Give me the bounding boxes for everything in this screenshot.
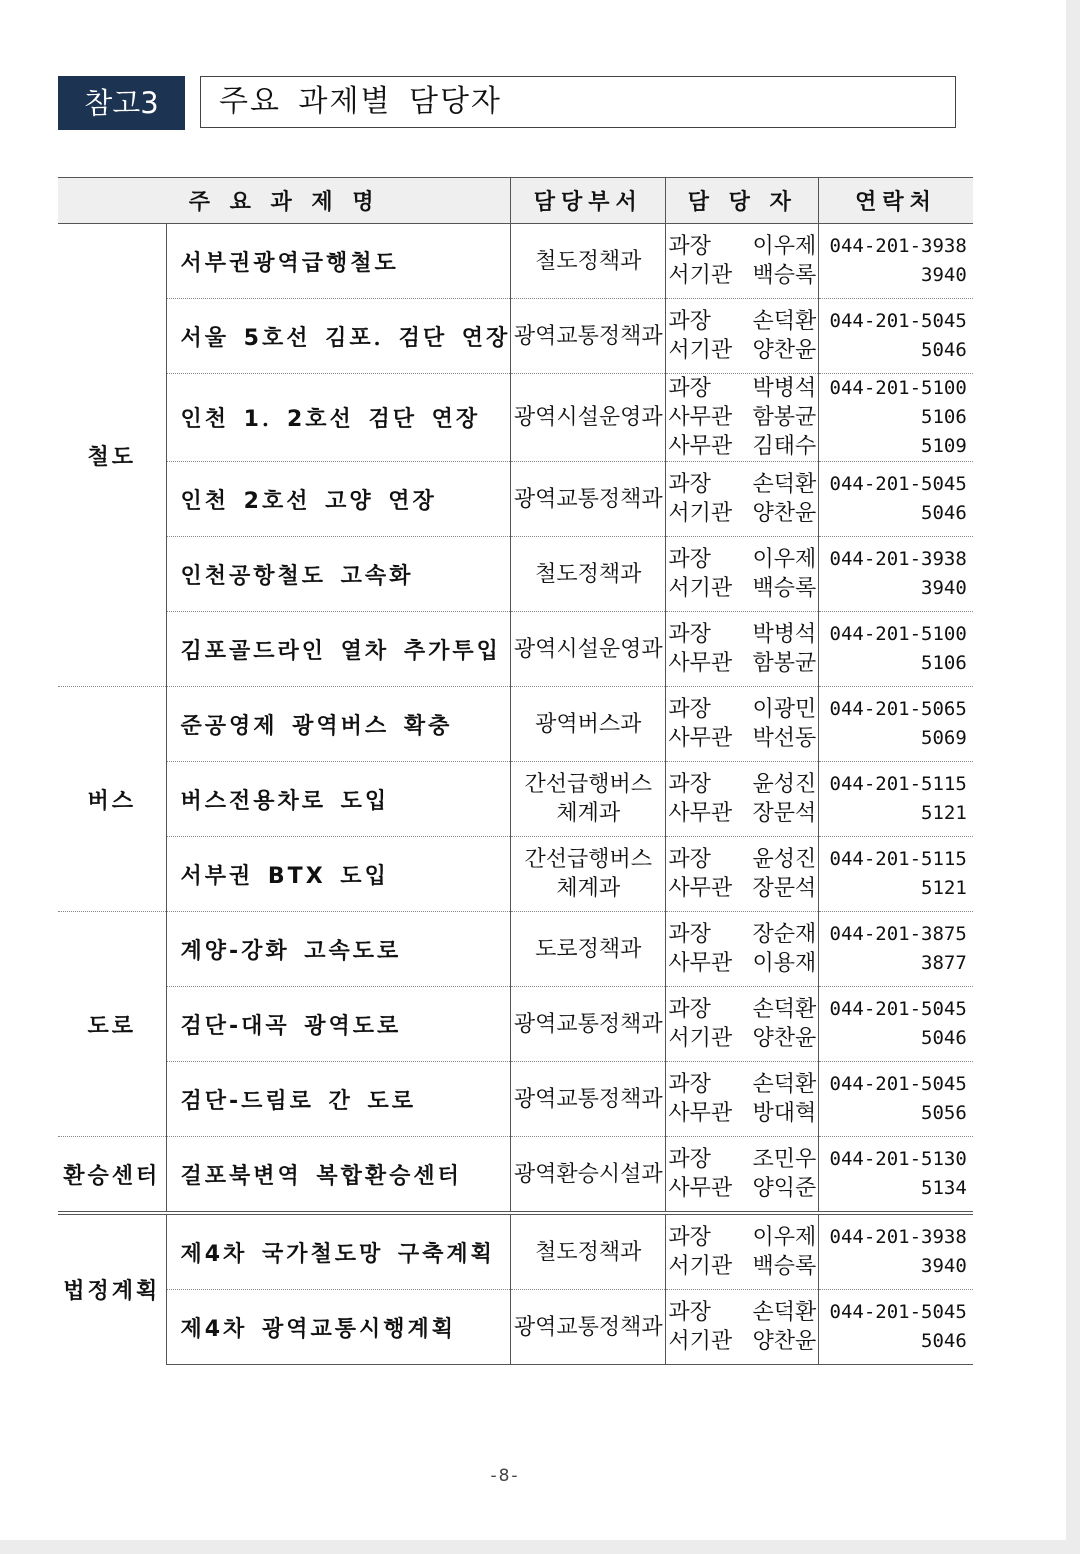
person-name: 양찬윤: [752, 501, 817, 526]
category-cell: 법정계획: [58, 1213, 166, 1365]
person-title: 사무관: [668, 801, 733, 826]
person-title: 과장: [668, 847, 711, 872]
table-row: [58, 224, 973, 299]
contact-cell: [819, 224, 973, 299]
phone-number: 044-201-3938: [829, 235, 967, 257]
table-header-row: [58, 178, 973, 224]
person-line: [668, 261, 816, 290]
column-header-dept: 담당부서: [511, 178, 666, 224]
person-name: 박선동: [752, 726, 817, 751]
person-title: 사무관: [668, 434, 733, 459]
phone-number: 044-201-5115: [829, 848, 967, 870]
table-row: [58, 987, 973, 1062]
table-row: [58, 537, 973, 612]
department-cell: 철도정책과: [511, 224, 666, 299]
phone-number: 5046: [921, 1330, 967, 1352]
person-name: 양찬윤: [752, 1026, 817, 1051]
person-name: 함봉균: [752, 405, 817, 430]
person-name: 이우제: [752, 547, 817, 572]
person-title: 서기관: [668, 576, 733, 601]
table-row: [58, 1062, 973, 1137]
department-cell: 광역교통정책과: [511, 1062, 666, 1137]
person-title: 사무관: [668, 405, 733, 430]
table-body: [58, 224, 973, 1365]
person-title: 과장: [668, 997, 711, 1022]
person-line: [668, 845, 816, 874]
phone-number: 044-201-5045: [829, 998, 967, 1020]
phone-number: 5106: [921, 406, 967, 428]
table-row: [58, 912, 973, 987]
person-title: 과장: [668, 1300, 711, 1325]
page-title: 주요 과제별 담당자: [200, 76, 956, 128]
table-row: [58, 762, 973, 837]
person-title: 과장: [668, 234, 711, 259]
phone-number: 3940: [921, 577, 967, 599]
person-line: [668, 336, 816, 365]
person-line: [668, 499, 816, 528]
table-row: [58, 837, 973, 912]
person-line: [668, 307, 816, 336]
person-title: 과장: [668, 697, 711, 722]
person-name: 박병석: [752, 376, 817, 401]
phone-number: 044-201-3938: [829, 1226, 967, 1248]
phone-number: 044-201-3875: [829, 923, 967, 945]
person-line: [668, 995, 816, 1024]
contact-cell: [819, 612, 973, 687]
department-cell: 광역시설운영과: [511, 612, 666, 687]
person-title: 과장: [668, 376, 711, 401]
phone-number: 5121: [921, 877, 967, 899]
department-cell: 광역교통정책과: [511, 1290, 666, 1365]
person-line: [668, 1145, 816, 1174]
task-name-cell: 서부권광역급행철도: [166, 224, 511, 299]
table-row: [58, 1290, 973, 1365]
contact-cell: [819, 374, 973, 462]
person-name: 박병석: [752, 622, 817, 647]
page-number: -8-: [490, 1466, 520, 1486]
person-cell: [666, 462, 819, 537]
task-name-cell: 걸포북변역 복합환승센터: [166, 1137, 511, 1214]
table-row: [58, 1213, 973, 1290]
task-name-cell: 제4차 국가철도망 구축계획: [166, 1213, 511, 1290]
person-cell: [666, 1290, 819, 1365]
contact-cell: [819, 1213, 973, 1290]
person-title: 서기관: [668, 1026, 733, 1051]
person-name: 이용재: [752, 951, 817, 976]
person-title: 과장: [668, 1147, 711, 1172]
person-line: [668, 649, 816, 678]
person-cell: [666, 687, 819, 762]
person-name: 손덕환: [752, 1072, 817, 1097]
department-cell: 철도정책과: [511, 1213, 666, 1290]
category-cell: 환승센터: [58, 1137, 166, 1214]
task-name-cell: 검단-드림로 간 도로: [166, 1062, 511, 1137]
phone-number: 5046: [921, 339, 967, 361]
contact-cell: [819, 762, 973, 837]
person-name: 손덕환: [752, 309, 817, 334]
person-line: [668, 374, 816, 403]
phone-number: 5056: [921, 1102, 967, 1124]
person-line: [668, 1174, 816, 1203]
phone-number: 044-201-5115: [829, 773, 967, 795]
task-name-cell: 버스전용차로 도입: [166, 762, 511, 837]
person-name: 이광민: [752, 697, 817, 722]
person-cell: [666, 1062, 819, 1137]
person-name: 조민우: [752, 1147, 817, 1172]
contact-cell: [819, 837, 973, 912]
contact-cell: [819, 537, 973, 612]
phone-number: 044-201-5100: [829, 623, 967, 645]
table-row: [58, 374, 973, 462]
phone-number: 044-201-5045: [829, 1073, 967, 1095]
phone-number: 5106: [921, 652, 967, 674]
contact-cell: [819, 912, 973, 987]
person-line: [668, 574, 816, 603]
person-title: 과장: [668, 472, 711, 497]
person-line: [668, 1099, 816, 1128]
contact-cell: [819, 462, 973, 537]
person-title: 과장: [668, 772, 711, 797]
phone-number: 044-201-5065: [829, 698, 967, 720]
table-row: [58, 612, 973, 687]
person-title: 과장: [668, 1225, 711, 1250]
responsibility-table: [58, 177, 973, 1365]
phone-number: 5046: [921, 1027, 967, 1049]
person-cell: [666, 1137, 819, 1214]
department-cell: 철도정책과: [511, 537, 666, 612]
person-name: 장문석: [752, 876, 817, 901]
person-name: 백승록: [752, 1254, 817, 1279]
person-name: 손덕환: [752, 997, 817, 1022]
contact-cell: [819, 687, 973, 762]
contact-cell: [819, 1062, 973, 1137]
person-title: 서기관: [668, 338, 733, 363]
department-cell: 광역환승시설과: [511, 1137, 666, 1214]
phone-number: 3940: [921, 264, 967, 286]
task-name-cell: 서부권 BTX 도입: [166, 837, 511, 912]
contact-cell: [819, 1290, 973, 1365]
table-row: [58, 462, 973, 537]
table-row: [58, 299, 973, 374]
person-name: 양익준: [752, 1176, 817, 1201]
person-title: 사무관: [668, 1176, 733, 1201]
person-line: [668, 470, 816, 499]
person-line: [668, 620, 816, 649]
person-line: [668, 1252, 816, 1281]
department-cell: 간선급행버스 체계과: [511, 762, 666, 837]
person-title: 사무관: [668, 951, 733, 976]
phone-number: 044-201-5045: [829, 310, 967, 332]
person-title: 사무관: [668, 651, 733, 676]
person-line: [668, 403, 816, 432]
contact-cell: [819, 987, 973, 1062]
task-name-cell: 준공영제 광역버스 확충: [166, 687, 511, 762]
reference-label: 참고3: [58, 76, 185, 130]
table-row: [58, 1137, 973, 1214]
person-line: [668, 695, 816, 724]
person-name: 함봉균: [752, 651, 817, 676]
department-cell: 도로정책과: [511, 912, 666, 987]
person-cell: [666, 612, 819, 687]
person-title: 사무관: [668, 876, 733, 901]
task-name-cell: 검단-대곡 광역도로: [166, 987, 511, 1062]
phone-number: 3940: [921, 1255, 967, 1277]
department-cell: 광역시설운영과: [511, 374, 666, 462]
person-title: 서기관: [668, 263, 733, 288]
person-title: 과장: [668, 309, 711, 334]
task-name-cell: 제4차 광역교통시행계획: [166, 1290, 511, 1365]
person-name: 방대혁: [752, 1101, 817, 1126]
person-line: [668, 1070, 816, 1099]
person-line: [668, 1298, 816, 1327]
person-title: 사무관: [668, 1101, 733, 1126]
person-name: 윤성진: [752, 772, 817, 797]
person-name: 손덕환: [752, 1300, 817, 1325]
person-name: 윤성진: [752, 847, 817, 872]
person-title: 과장: [668, 1072, 711, 1097]
person-cell: [666, 837, 819, 912]
person-title: 과장: [668, 922, 711, 947]
task-name-cell: 인천공항철도 고속화: [166, 537, 511, 612]
person-name: 김태수: [752, 434, 817, 459]
person-cell: [666, 987, 819, 1062]
column-header-person: 담 당 자: [666, 178, 819, 224]
category-cell: 철도: [58, 224, 166, 687]
person-line: [668, 920, 816, 949]
task-name-cell: 서울 5호선 김포．검단 연장: [166, 299, 511, 374]
person-line: [668, 232, 816, 261]
person-title: 과장: [668, 547, 711, 572]
person-cell: [666, 1213, 819, 1290]
category-cell: 도로: [58, 912, 166, 1137]
contact-cell: [819, 1137, 973, 1214]
person-name: 백승록: [752, 576, 817, 601]
person-title: 서기관: [668, 1329, 733, 1354]
person-cell: [666, 762, 819, 837]
person-cell: [666, 537, 819, 612]
phone-number: 044-201-5100: [829, 377, 967, 399]
person-name: 양찬윤: [752, 1329, 817, 1354]
person-line: [668, 1327, 816, 1356]
task-name-cell: 인천 1．2호선 검단 연장: [166, 374, 511, 462]
phone-number: 5134: [921, 1177, 967, 1199]
person-name: 장문석: [752, 801, 817, 826]
person-line: [668, 770, 816, 799]
phone-number: 5109: [921, 435, 967, 457]
person-title: 서기관: [668, 501, 733, 526]
person-title: 사무관: [668, 726, 733, 751]
person-name: 이우제: [752, 1225, 817, 1250]
phone-number: 5046: [921, 502, 967, 524]
person-title: 서기관: [668, 1254, 733, 1279]
person-name: 손덕환: [752, 472, 817, 497]
table-row: [58, 687, 973, 762]
column-header-contact: 연락처: [819, 178, 973, 224]
phone-number: 5069: [921, 727, 967, 749]
person-line: [668, 1223, 816, 1252]
person-name: 백승록: [752, 263, 817, 288]
person-cell: [666, 299, 819, 374]
phone-number: 3877: [921, 952, 967, 974]
phone-number: 044-201-3938: [829, 548, 967, 570]
person-cell: [666, 374, 819, 462]
person-line: [668, 724, 816, 753]
person-line: [668, 874, 816, 903]
department-cell: 간선급행버스 체계과: [511, 837, 666, 912]
person-line: [668, 799, 816, 828]
phone-number: 044-201-5045: [829, 473, 967, 495]
person-line: [668, 545, 816, 574]
department-cell: 광역교통정책과: [511, 987, 666, 1062]
phone-number: 044-201-5045: [829, 1301, 967, 1323]
person-line: [668, 432, 816, 461]
category-cell: 버스: [58, 687, 166, 912]
person-line: [668, 1024, 816, 1053]
department-cell: 광역교통정책과: [511, 462, 666, 537]
person-line: [668, 949, 816, 978]
person-name: 장순재: [752, 922, 817, 947]
phone-number: 5121: [921, 802, 967, 824]
person-name: 이우제: [752, 234, 817, 259]
column-header-task: 주 요 과 제 명: [58, 178, 511, 224]
department-cell: 광역교통정책과: [511, 299, 666, 374]
department-cell: 광역버스과: [511, 687, 666, 762]
person-title: 과장: [668, 622, 711, 647]
task-name-cell: 김포골드라인 열차 추가투입: [166, 612, 511, 687]
contact-cell: [819, 299, 973, 374]
person-name: 양찬윤: [752, 338, 817, 363]
task-name-cell: 인천 2호선 고양 연장: [166, 462, 511, 537]
person-cell: [666, 224, 819, 299]
phone-number: 044-201-5130: [829, 1148, 967, 1170]
task-name-cell: 계양-강화 고속도로: [166, 912, 511, 987]
person-cell: [666, 912, 819, 987]
